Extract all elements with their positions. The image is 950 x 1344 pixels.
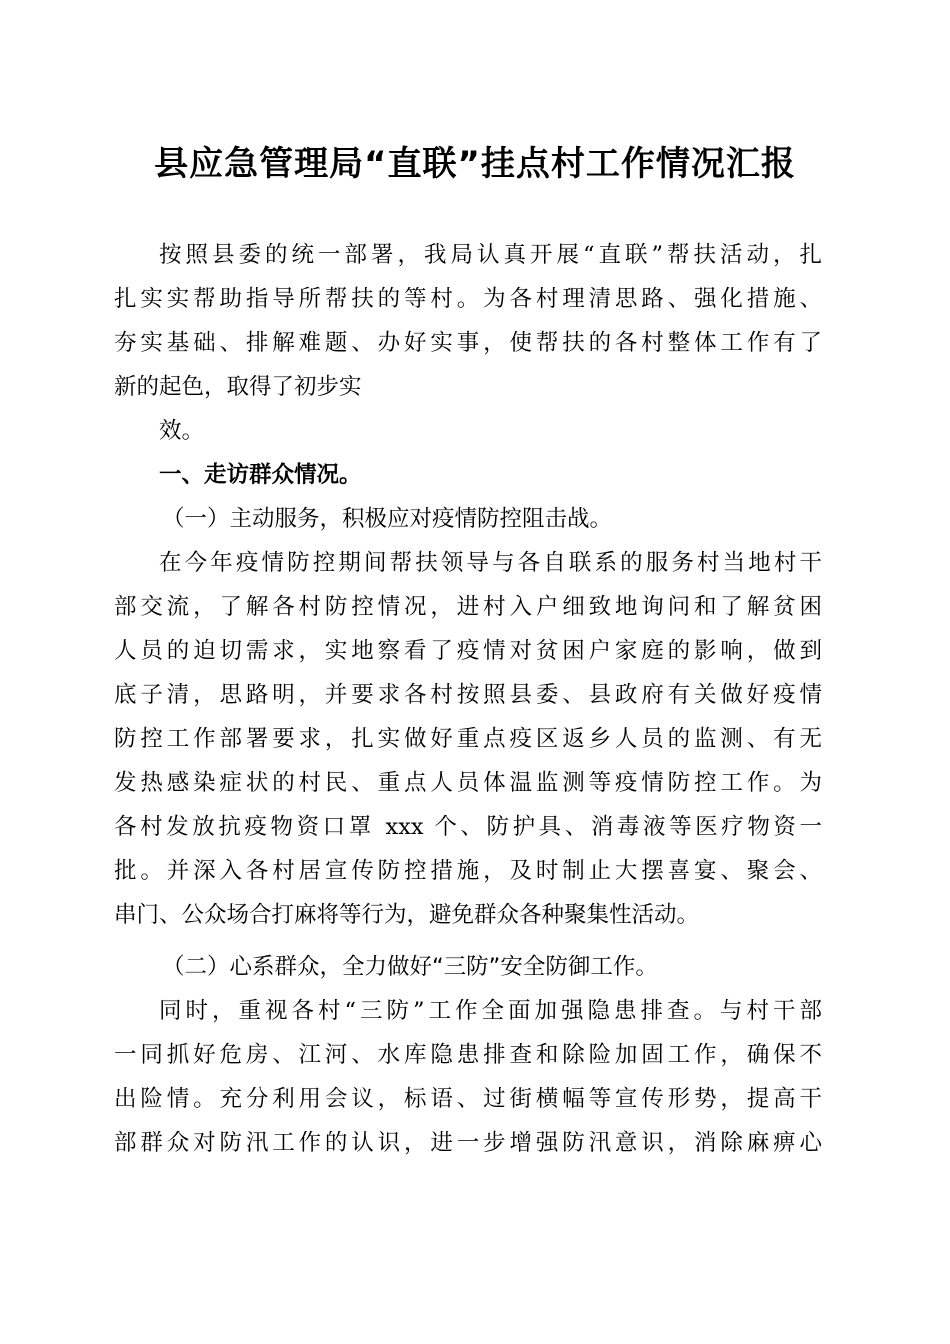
paragraph-line: 在今年疫情防控期间帮扶领导与各自联系的服务村当地村干 xyxy=(159,550,822,576)
paragraph-line: 底子清，思路明，并要求各村按照县委、县政府有关做好疫情 xyxy=(114,682,822,708)
paragraph-line: 效。 xyxy=(159,418,205,444)
paragraph-line: 扎实实帮助指导所帮扶的等村。为各村理清思路、强化措施、 xyxy=(114,286,822,312)
paragraph-line: 串门、公众场合打麻将等行为，避免群众各种聚集性活动。 xyxy=(114,902,700,928)
paragraph-line: 一同抓好危房、江河、水库隐患排查和除险加固工作，确保不 xyxy=(114,1042,822,1068)
paragraph-line: 出险情。充分利用会议，标语、过街横幅等宣传形势，提高干 xyxy=(114,1086,822,1112)
document-title: 县应急管理局“直联”挂点村工作情况汇报 xyxy=(154,144,796,184)
paragraph-line: 部群众对防汛工作的认识，进一步增强防汛意识，消除麻痹心 xyxy=(114,1130,822,1156)
paragraph-line: 发热感染症状的村民、重点人员体温监测等疫情防控工作。为 xyxy=(114,770,822,796)
paragraph-line: 按照县委的统一部署，我局认真开展“直联”帮扶活动，扎 xyxy=(159,242,822,268)
paragraph-line: 夯实基础、排解难题、办好实事，使帮扶的各村整体工作有了 xyxy=(114,330,822,356)
paragraph-line: 防控工作部署要求，扎实做好重点疫区返乡人员的监测、有无 xyxy=(114,726,822,752)
subsection-heading: （二）心系群众，全力做好“三防”安全防御工作。 xyxy=(162,954,658,980)
paragraph-line: 部交流，了解各村防控情况，进村入户细致地询问和了解贫困 xyxy=(114,594,822,620)
paragraph-line: 同时，重视各村“三防”工作全面加强隐患排查。与村干部 xyxy=(159,998,822,1024)
paragraph-line: 各村发放抗疫物资口罩 xxx 个、防护具、消毒液等医疗物资一 xyxy=(114,814,822,840)
paragraph-line: 人员的迫切需求，实地察看了疫情对贫困户家庭的影响，做到 xyxy=(114,638,822,664)
paragraph-line: 批。并深入各村居宣传防控措施，及时制止大摆喜宴、聚会、 xyxy=(114,858,822,884)
document-body xyxy=(114,238,822,1170)
section-heading: 一、走访群众情况。 xyxy=(159,462,362,488)
paragraph-line: 新的起色，取得了初步实 xyxy=(114,374,362,400)
subsection-heading: （一）主动服务，积极应对疫情防控阻击战。 xyxy=(162,506,613,532)
